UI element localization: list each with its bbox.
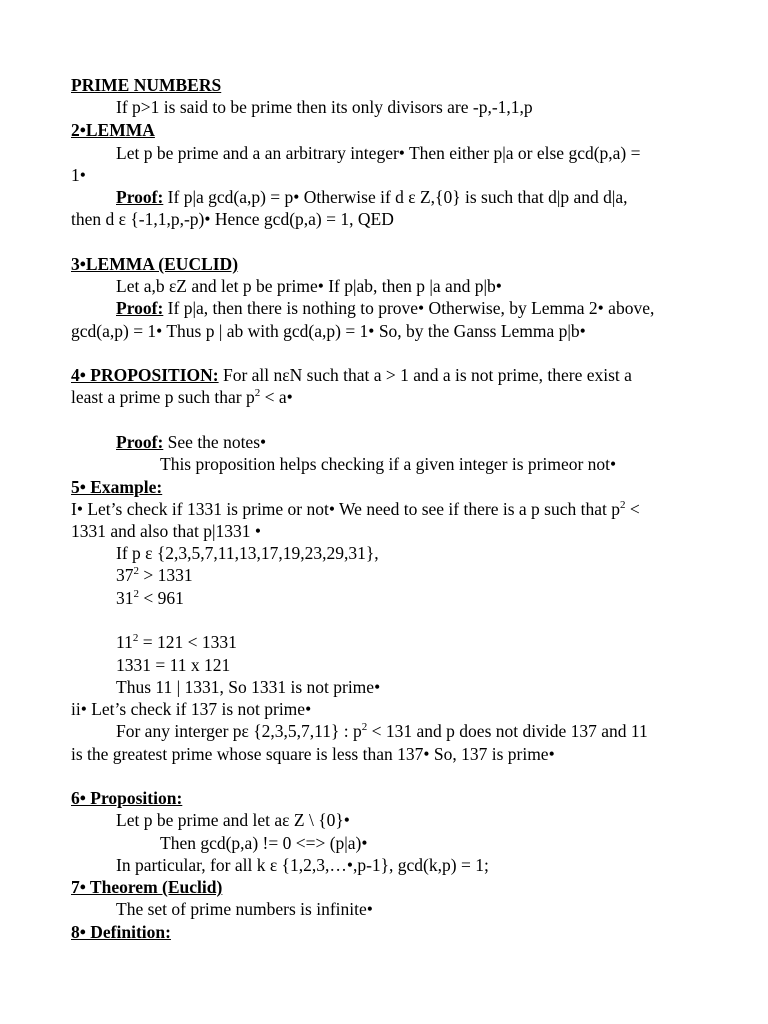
example5-product: 1331 = 11 x 121 bbox=[116, 655, 231, 675]
example5-conclusion: Thus 11 | 1331, So 1331 is not prime• bbox=[116, 677, 381, 697]
example5-line bbox=[71, 498, 640, 520]
lemma2-proof bbox=[116, 186, 628, 208]
example5-square bbox=[116, 564, 193, 586]
proof-text: If p|a, then there is nothing to prove• Otherwise, by Lemma 2• above, bbox=[163, 298, 655, 318]
example5-heading: 5• Example: bbox=[71, 477, 163, 497]
lemma2-heading: 2•LEMMA bbox=[71, 120, 155, 140]
example5-square bbox=[116, 631, 237, 653]
prop4-note: This proposition helps checking if a given integer is primeor not• bbox=[160, 454, 617, 474]
theorem7-line: The set of prime numbers is infinite• bbox=[116, 899, 373, 919]
proof-text: See the notes• bbox=[163, 432, 267, 452]
text-run: > 1331 bbox=[139, 565, 193, 585]
def8-heading: 8• Definition: bbox=[71, 922, 171, 942]
lemma3-proof-line: gcd(a,p) = 1• Thus p | ab with gcd(a,p) = 1• So, by the Ganss Lemma p|b• bbox=[71, 321, 586, 341]
lemma3-heading: 3•LEMMA (EUCLID) bbox=[71, 254, 239, 274]
text-run: < 131 and p does not divide 137 and 11 bbox=[367, 721, 648, 741]
page-title: PRIME NUMBERS bbox=[71, 75, 222, 95]
superscript: 2 bbox=[133, 588, 139, 600]
prop4-line bbox=[71, 364, 632, 386]
proof-text: If p|a gcd(a,p) = p• Otherwise if d ε Z,{0} is such that d|p and d|a, bbox=[163, 187, 628, 207]
superscript: 2 bbox=[361, 721, 368, 733]
text-run: < 961 bbox=[139, 588, 184, 608]
prop6-heading: 6• Proposition: bbox=[71, 788, 183, 808]
lemma2-line: Let p be prime and a an arbitrary integer• Then either p|a or else gcd(p,a) = bbox=[116, 143, 641, 163]
proof-label: Proof: bbox=[116, 298, 164, 318]
prop6-line: Let p be prime and let aε Z \ {0}• bbox=[116, 810, 350, 830]
example5-line: 1331 and also that p|1331 • bbox=[71, 521, 261, 541]
example5-set: If p ε {2,3,5,7,11,13,17,19,23,29,31}, bbox=[116, 543, 379, 563]
text-run: 11 bbox=[116, 632, 133, 652]
prime-definition: If p>1 is said to be prime then its only divisors are -p,-1,1,p bbox=[116, 97, 533, 117]
example5-line bbox=[116, 720, 648, 742]
text-run: For any interger pε {2,3,5,7,11} : p bbox=[116, 721, 362, 741]
proof-label: Proof: bbox=[116, 187, 164, 207]
prop6-line: In particular, for all k ε {1,2,3,…•,p-1}, gcd(k,p) = 1; bbox=[116, 855, 489, 875]
lemma2-proof-line: then d ε {-1,1,p,-p)• Hence gcd(p,a) = 1, QED bbox=[71, 209, 394, 229]
text-run: 37 bbox=[116, 565, 134, 585]
text-run: < a• bbox=[260, 387, 293, 407]
superscript: 2 bbox=[619, 499, 626, 511]
example5-line: is the greatest prime whose square is less than 137• So, 137 is prime• bbox=[71, 744, 555, 764]
text-run: I• Let’s check if 1331 is prime or not• We need to see if there is a p such that p bbox=[71, 499, 620, 519]
prop4-line bbox=[71, 386, 293, 408]
prop4-proof bbox=[116, 431, 266, 453]
prop4-heading: 4• PROPOSITION: bbox=[71, 365, 219, 385]
text-run: = 121 < 1331 bbox=[138, 632, 237, 652]
lemma2-line: 1• bbox=[71, 165, 86, 185]
prop6-line: Then gcd(p,a) != 0 <=> (p|a)• bbox=[160, 833, 368, 853]
superscript: 2 bbox=[133, 565, 139, 577]
text-run: 31 bbox=[116, 588, 134, 608]
superscript: 2 bbox=[254, 387, 261, 399]
text-run: < bbox=[625, 499, 640, 519]
example5-part-ii: ii• Let’s check if 137 is not prime• bbox=[71, 699, 312, 719]
lemma3-proof bbox=[116, 297, 654, 319]
prop4-text: For all nεN such that a > 1 and a is not prime, there exist a bbox=[218, 365, 632, 385]
theorem7-heading: 7• Theorem (Euclid) bbox=[71, 877, 223, 897]
superscript: 2 bbox=[132, 632, 139, 644]
text-run: least a prime p such thar p bbox=[71, 387, 255, 407]
proof-label: Proof: bbox=[116, 432, 164, 452]
example5-square bbox=[116, 587, 184, 609]
lemma3-line: Let a,b εZ and let p be prime• If p|ab, then p |a and p|b• bbox=[116, 276, 502, 296]
